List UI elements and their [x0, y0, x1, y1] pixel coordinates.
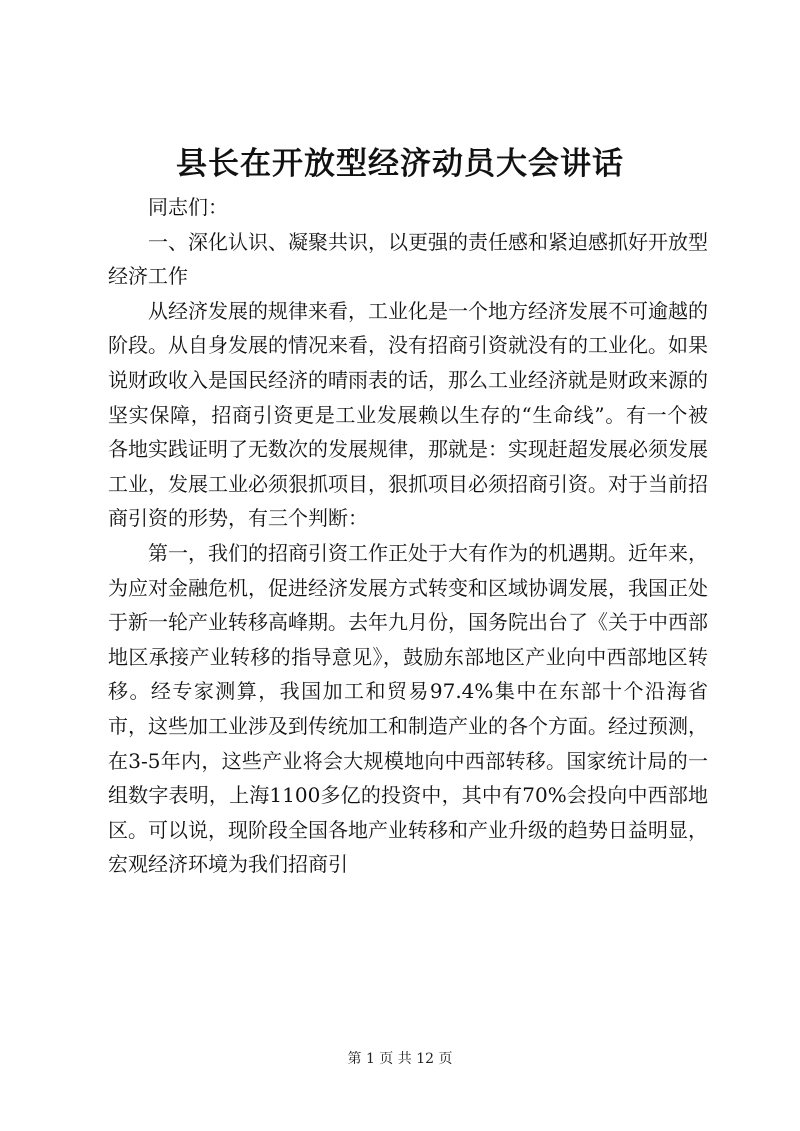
salutation-paragraph: 同志们： — [148, 195, 228, 219]
page-number-footer: 第 1 页 共 12 页 — [347, 1051, 453, 1067]
body-paragraph: 从经济发展的规律来看，工业化是一个地方经济发展不可逾越的阶段。从自身发展的情况来看，没有招商引资就没有的工业化。如果说财政收入是国民经济的晴雨表的话，那么工业经济就是财政来源的坚实保障，招商引资更是工业发展赖以生存的“生命线”。有一个被各地实践证明了无数次的发展规律，那就是：实现赶超发展必须发展工业，发展工业必须狠抓项目，狠抓项目必须招商引资。对于当前招商引资的形势，有三个判断： — [108, 298, 708, 531]
body-paragraph: 第一，我们的招商引资工作正处于大有作为的机遇期。近年来，为应对金融危机，促进经济发展方式转变和区域协调发展，我国正处于新一轮产业转移高峰期。去年九月份，国务院出台了《关于中西部地区承接产业转移的指导意见》，鼓励东部地区产业向中西部地区转移。经专家测算，我国加工和贸易97.4%集中在东部十个沿海省市，这些加工业涉及到传统加工和制造产业的各个方面。经过预测，在3-5年内，这些产业将会大规模地向中西部转移。国家统计局的一组数字表明，上海1100多亿的投资中，其中有70%会投向中西部地区。可以说，现阶段全国各地产业转移和产业升级的趋势日益明显，宏观经济环境为我们招商引 — [108, 540, 708, 877]
document-title: 县长在开放型经济动员大会讲话 — [176, 146, 624, 182]
document-body — [108, 190, 708, 882]
section-heading-paragraph: 一、深化认识、凝聚共识，以更强的责任感和紧迫感抓好开放型经济工作 — [108, 229, 708, 289]
